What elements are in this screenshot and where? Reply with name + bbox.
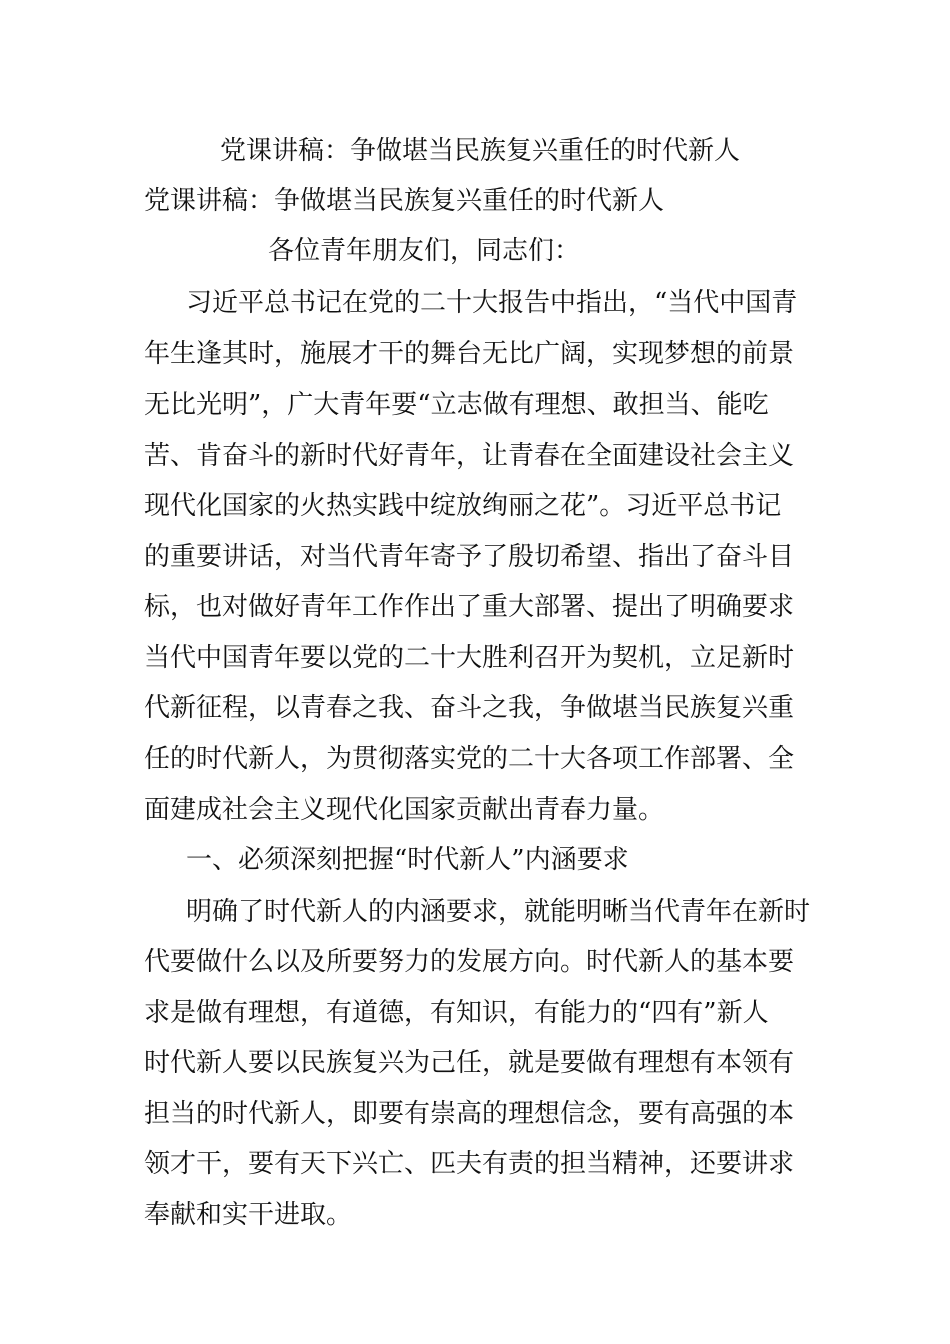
paragraph-2-line: 代要做什么以及所要努力的发展方向。时代新人的基本要 (144, 947, 795, 977)
paragraph-1-line: 代新征程，以青春之我、奋斗之我，争做堪当民族复兴重 (144, 693, 795, 723)
paragraph-1-line: 任的时代新人，为贯彻落实党的二十大各项工作部署、全 (144, 744, 795, 774)
paragraph-1-line: 无比光明”，广大青年要“立志做有理想、敢担当、能吃 (144, 390, 769, 420)
paragraph-1-line: 的重要讲话，对当代青年寄予了殷切希望、指出了奋斗目 (144, 542, 795, 572)
document-title: 党课讲稿：争做堪当民族复兴重任的时代新人 (220, 136, 741, 166)
salutation: 各位青年朋友们，同志们： (268, 236, 581, 266)
paragraph-2-line: 明确了时代新人的内涵要求，就能明晰当代青年在新时 (186, 897, 811, 927)
paragraph-1-line: 面建成社会主义现代化国家贡献出青春力量。 (144, 795, 665, 825)
paragraph-2-line: 求是做有理想，有道德，有知识，有能力的“四有”新人 (144, 998, 769, 1028)
paragraph-2-line: 领才干，要有天下兴亡、匹夫有责的担当精神，还要讲求 (144, 1149, 795, 1179)
paragraph-1-line: 当代中国青年要以党的二十大胜利召开为契机，立足新时 (144, 643, 795, 673)
paragraph-2-line: 担当的时代新人，即要有崇高的理想信念，要有高强的本 (144, 1099, 795, 1129)
paragraph-1-line: 习近平总书记在党的二十大报告中指出，“当代中国青 (186, 288, 798, 318)
paragraph-1-line: 标，也对做好青年工作作出了重大部署、提出了明确要求 (144, 592, 795, 622)
paragraph-2-line: 奉献和实干进取。 (144, 1200, 353, 1230)
paragraph-1-line: 年生逢其时，施展才干的舞台无比广阔，实现梦想的前景 (144, 339, 795, 369)
section-1-heading: 一、必须深刻把握“时代新人”内涵要求 (186, 845, 629, 875)
paragraph-1-line: 苦、肯奋斗的新时代好青年，让青春在全面建设社会主义 (144, 441, 795, 471)
paragraph-1-line: 现代化国家的火热实践中绽放绚丽之花”。习近平总书记 (144, 491, 782, 521)
paragraph-2-line: 时代新人要以民族复兴为己任，就是要做有理想有本领有 (144, 1048, 795, 1078)
document-subtitle: 党课讲稿：争做堪当民族复兴重任的时代新人 (144, 186, 665, 216)
